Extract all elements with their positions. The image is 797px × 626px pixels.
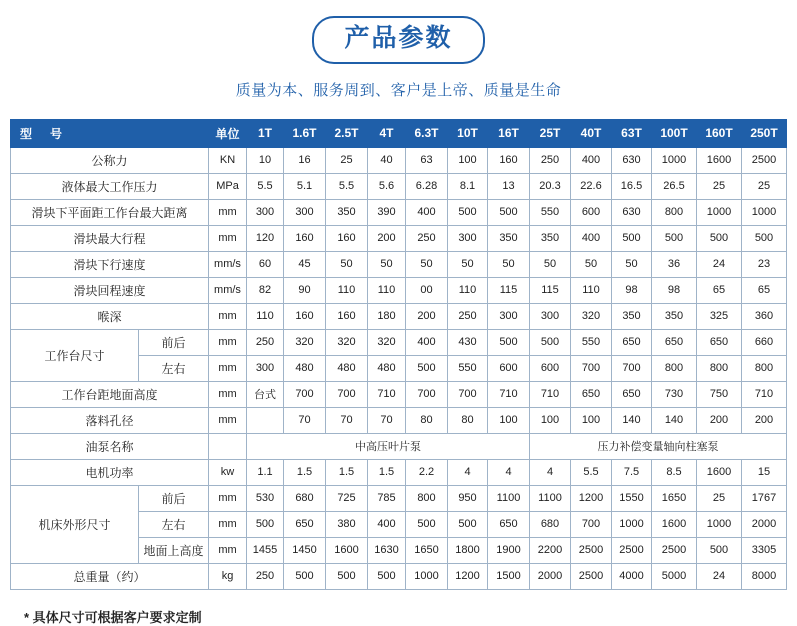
table-cell: 98 xyxy=(612,277,652,303)
row-label: 滑块下平面距工作台最大距离 xyxy=(10,199,208,225)
table-cell: 2500 xyxy=(742,147,787,173)
table-cell: 8000 xyxy=(742,563,787,589)
table-cell: 40 xyxy=(368,147,406,173)
table-cell: 1200 xyxy=(448,563,488,589)
page-title: 产品参数 xyxy=(312,16,484,64)
table-cell: 700 xyxy=(612,355,652,381)
row-label: 电机功率 xyxy=(10,459,208,485)
table-row xyxy=(10,147,786,173)
table-cell: 600 xyxy=(571,199,612,225)
row-unit: KN xyxy=(209,147,247,173)
table-cell: 24 xyxy=(697,251,742,277)
table-cell: 20.3 xyxy=(530,173,571,199)
row-sublabel: 前后 xyxy=(138,485,208,511)
row-label: 工作台距地面高度 xyxy=(10,381,208,407)
table-cell: 250 xyxy=(247,563,284,589)
table-cell: 500 xyxy=(697,537,742,563)
table-cell: 4000 xyxy=(612,563,652,589)
table-cell: 110 xyxy=(326,277,368,303)
table-cell: 530 xyxy=(247,485,284,511)
spec-table xyxy=(10,119,787,590)
row-label: 液体最大工作压力 xyxy=(10,173,208,199)
table-cell: 1200 xyxy=(571,485,612,511)
table-row xyxy=(10,199,786,225)
table-cell: 160 xyxy=(326,303,368,329)
table-cell: 25 xyxy=(326,147,368,173)
table-cell: 500 xyxy=(284,563,326,589)
title-area xyxy=(0,0,797,64)
table-cell: 4 xyxy=(488,459,530,485)
table-cell: 1650 xyxy=(652,485,697,511)
table-cell: 100 xyxy=(571,407,612,433)
table-cell: 50 xyxy=(612,251,652,277)
table-cell: 15 xyxy=(742,459,787,485)
table-cell: 350 xyxy=(488,225,530,251)
table-cell: 630 xyxy=(612,147,652,173)
table-cell: 320 xyxy=(326,329,368,355)
table-row xyxy=(10,407,786,433)
table-cell: 90 xyxy=(284,277,326,303)
table-cell: 50 xyxy=(571,251,612,277)
table-cell: 400 xyxy=(406,329,448,355)
table-cell: 00 xyxy=(406,277,448,303)
table-cell: 8.5 xyxy=(652,459,697,485)
table-cell: 25 xyxy=(742,173,787,199)
table-cell: 50 xyxy=(448,251,488,277)
table-cell: 500 xyxy=(406,511,448,537)
footnote: * 具体尺寸可根据客户要求定制 xyxy=(24,609,202,625)
table-cell: 10 xyxy=(247,147,284,173)
table-cell: 500 xyxy=(448,511,488,537)
table-cell: 1767 xyxy=(742,485,787,511)
table-cell: 70 xyxy=(368,407,406,433)
table-cell: 800 xyxy=(742,355,787,381)
table-cell: 550 xyxy=(530,199,571,225)
table-header-row xyxy=(10,119,786,147)
table-cell: 800 xyxy=(652,355,697,381)
table-cell: 50 xyxy=(326,251,368,277)
table-cell: 300 xyxy=(448,225,488,251)
table-cell: 300 xyxy=(247,355,284,381)
row-unit: kw xyxy=(209,459,247,485)
row-label: 机床外形尺寸 xyxy=(10,485,138,563)
table-row xyxy=(10,251,786,277)
table-cell: 7.5 xyxy=(612,459,652,485)
table-cell: 120 xyxy=(247,225,284,251)
row-unit: mm xyxy=(209,199,247,225)
table-cell: 500 xyxy=(697,225,742,251)
table-cell: 1000 xyxy=(742,199,787,225)
table-cell: 1000 xyxy=(697,199,742,225)
row-unit: mm/s xyxy=(209,277,247,303)
table-cell: 700 xyxy=(326,381,368,407)
table-cell: 320 xyxy=(284,329,326,355)
table-cell: 70 xyxy=(284,407,326,433)
table-cell: 600 xyxy=(530,355,571,381)
table-cell: 65 xyxy=(742,277,787,303)
table-cell: 550 xyxy=(571,329,612,355)
table-cell: 1650 xyxy=(406,537,448,563)
table-cell: 650 xyxy=(612,329,652,355)
table-cell: 45 xyxy=(284,251,326,277)
table-cell: 1.5 xyxy=(368,459,406,485)
table-cell: 325 xyxy=(697,303,742,329)
table-cell: 115 xyxy=(530,277,571,303)
table-cell: 680 xyxy=(284,485,326,511)
table-cell: 110 xyxy=(571,277,612,303)
column-header-model: 型 号 xyxy=(10,119,208,147)
column-header-100t: 100T xyxy=(652,119,697,147)
column-header-25t: 25T xyxy=(530,119,571,147)
table-cell: 1600 xyxy=(326,537,368,563)
table-cell: 650 xyxy=(284,511,326,537)
table-cell: 1600 xyxy=(697,147,742,173)
column-header-1-6t: 1.6T xyxy=(284,119,326,147)
table-cell: 1100 xyxy=(530,485,571,511)
table-cell: 2200 xyxy=(530,537,571,563)
table-cell: 500 xyxy=(652,225,697,251)
table-cell: 380 xyxy=(326,511,368,537)
table-cell: 5.5 xyxy=(571,459,612,485)
table-cell: 50 xyxy=(488,251,530,277)
table-cell: 36 xyxy=(652,251,697,277)
table-cell: 110 xyxy=(247,303,284,329)
table-cell: 550 xyxy=(448,355,488,381)
table-cell: 82 xyxy=(247,277,284,303)
row-unit: mm xyxy=(209,355,247,381)
table-row xyxy=(10,225,786,251)
table-cell: 500 xyxy=(530,329,571,355)
table-cell: 140 xyxy=(612,407,652,433)
row-unit: mm xyxy=(209,381,247,407)
row-label: 工作台尺寸 xyxy=(10,329,138,381)
row-unit: mm/s xyxy=(209,251,247,277)
table-cell: 65 xyxy=(697,277,742,303)
table-cell: 650 xyxy=(488,511,530,537)
row-unit: mm xyxy=(209,537,247,563)
page-subtitle: 质量为本、服务周到、客户是上帝、质量是生命 xyxy=(235,81,562,99)
table-cell: 480 xyxy=(368,355,406,381)
table-cell: 1900 xyxy=(488,537,530,563)
table-cell: 710 xyxy=(368,381,406,407)
table-cell: 16.5 xyxy=(612,173,652,199)
table-cell: 180 xyxy=(368,303,406,329)
row-label: 滑块最大行程 xyxy=(10,225,208,251)
table-cell: 710 xyxy=(742,381,787,407)
table-cell: 5.1 xyxy=(284,173,326,199)
table-cell: 台式 xyxy=(247,381,284,407)
table-cell: 4 xyxy=(448,459,488,485)
table-cell: 400 xyxy=(571,147,612,173)
table-cell: 50 xyxy=(368,251,406,277)
table-cell: 1600 xyxy=(652,511,697,537)
row-label: 总重量（约） xyxy=(10,563,208,589)
table-cell: 250 xyxy=(530,147,571,173)
table-cell: 680 xyxy=(530,511,571,537)
table-cell: 1630 xyxy=(368,537,406,563)
table-cell: 700 xyxy=(571,511,612,537)
table-cell: 2000 xyxy=(530,563,571,589)
table-cell: 22.6 xyxy=(571,173,612,199)
table-cell: 320 xyxy=(571,303,612,329)
row-unit: kg xyxy=(209,563,247,589)
table-cell: 1000 xyxy=(652,147,697,173)
column-header-4t: 4T xyxy=(368,119,406,147)
table-cell: 320 xyxy=(368,329,406,355)
spec-table-body xyxy=(10,147,786,589)
table-cell: 160 xyxy=(284,303,326,329)
table-cell: 50 xyxy=(530,251,571,277)
table-cell: 60 xyxy=(247,251,284,277)
table-cell: 500 xyxy=(326,563,368,589)
column-header-16t: 16T xyxy=(488,119,530,147)
table-cell: 300 xyxy=(530,303,571,329)
table-cell: 710 xyxy=(530,381,571,407)
column-header-250t: 250T xyxy=(742,119,787,147)
row-sublabel: 左右 xyxy=(138,511,208,537)
table-cell: 500 xyxy=(406,355,448,381)
table-cell: 63 xyxy=(406,147,448,173)
table-cell: 1600 xyxy=(697,459,742,485)
table-cell: 2500 xyxy=(571,563,612,589)
table-cell: 80 xyxy=(448,407,488,433)
row-unit: mm xyxy=(209,407,247,433)
table-cell: 430 xyxy=(448,329,488,355)
table-cell: 700 xyxy=(448,381,488,407)
table-cell: 1000 xyxy=(697,511,742,537)
table-cell: 25 xyxy=(697,173,742,199)
table-cell: 250 xyxy=(406,225,448,251)
table-cell: 950 xyxy=(448,485,488,511)
row-unit: mm xyxy=(209,511,247,537)
table-row xyxy=(10,329,786,355)
table-cell: 100 xyxy=(488,407,530,433)
row-unit xyxy=(209,433,247,459)
table-row xyxy=(10,459,786,485)
table-cell: 140 xyxy=(652,407,697,433)
table-cell: 1.5 xyxy=(326,459,368,485)
table-cell: 660 xyxy=(742,329,787,355)
column-header-1t: 1T xyxy=(247,119,284,147)
table-cell: 1100 xyxy=(488,485,530,511)
table-cell: 785 xyxy=(368,485,406,511)
table-cell: 1450 xyxy=(284,537,326,563)
table-cell: 2.2 xyxy=(406,459,448,485)
table-cell: 1000 xyxy=(406,563,448,589)
table-cell: 115 xyxy=(488,277,530,303)
table-cell: 730 xyxy=(652,381,697,407)
table-cell: 4 xyxy=(530,459,571,485)
table-cell: 24 xyxy=(697,563,742,589)
table-cell: 5.6 xyxy=(368,173,406,199)
row-label: 滑块回程速度 xyxy=(10,277,208,303)
table-cell: 98 xyxy=(652,277,697,303)
table-row xyxy=(10,173,786,199)
table-cell: 200 xyxy=(742,407,787,433)
table-cell: 200 xyxy=(406,303,448,329)
table-cell: 2000 xyxy=(742,511,787,537)
table-cell: 630 xyxy=(612,199,652,225)
column-header-2-5t: 2.5T xyxy=(326,119,368,147)
column-header-160t: 160T xyxy=(697,119,742,147)
table-cell: 800 xyxy=(406,485,448,511)
table-cell: 400 xyxy=(571,225,612,251)
row-label: 滑块下行速度 xyxy=(10,251,208,277)
table-cell: 800 xyxy=(697,355,742,381)
table-cell: 160 xyxy=(326,225,368,251)
table-cell: 1.1 xyxy=(247,459,284,485)
row-label: 落料孔径 xyxy=(10,407,208,433)
column-header-10t: 10T xyxy=(448,119,488,147)
table-cell: 160 xyxy=(488,147,530,173)
table-cell: 700 xyxy=(571,355,612,381)
table-cell: 650 xyxy=(571,381,612,407)
table-cell: 250 xyxy=(448,303,488,329)
row-sublabel: 地面上高度 xyxy=(138,537,208,563)
table-cell: 8.1 xyxy=(448,173,488,199)
table-cell: 600 xyxy=(488,355,530,381)
table-cell: 26.5 xyxy=(652,173,697,199)
table-cell: 800 xyxy=(652,199,697,225)
table-cell: 480 xyxy=(326,355,368,381)
table-cell: 5.5 xyxy=(326,173,368,199)
table-row xyxy=(10,303,786,329)
row-unit: mm xyxy=(209,225,247,251)
table-cell: 500 xyxy=(742,225,787,251)
table-cell xyxy=(247,407,284,433)
table-cell: 500 xyxy=(247,511,284,537)
table-row xyxy=(10,433,786,459)
row-label: 喉深 xyxy=(10,303,208,329)
table-cell: 1000 xyxy=(612,511,652,537)
table-cell: 110 xyxy=(448,277,488,303)
column-header-6-3t: 6.3T xyxy=(406,119,448,147)
column-header-63t: 63T xyxy=(612,119,652,147)
table-cell: 中高压叶片泵 xyxy=(247,433,530,459)
row-label: 油泵名称 xyxy=(10,433,208,459)
table-cell: 500 xyxy=(448,199,488,225)
table-cell: 110 xyxy=(368,277,406,303)
table-cell: 350 xyxy=(326,199,368,225)
table-cell: 200 xyxy=(368,225,406,251)
table-cell: 500 xyxy=(368,563,406,589)
table-cell: 16 xyxy=(284,147,326,173)
table-cell: 13 xyxy=(488,173,530,199)
table-cell: 750 xyxy=(697,381,742,407)
table-cell: 3305 xyxy=(742,537,787,563)
table-cell: 25 xyxy=(697,485,742,511)
table-cell: 300 xyxy=(488,303,530,329)
table-cell: 2500 xyxy=(612,537,652,563)
table-cell: 350 xyxy=(652,303,697,329)
table-cell: 700 xyxy=(406,381,448,407)
table-cell: 480 xyxy=(284,355,326,381)
table-row xyxy=(10,485,786,511)
row-unit: mm xyxy=(209,329,247,355)
table-cell: 5.5 xyxy=(247,173,284,199)
row-unit: mm xyxy=(209,303,247,329)
table-cell: 1500 xyxy=(488,563,530,589)
table-cell: 250 xyxy=(247,329,284,355)
table-cell: 360 xyxy=(742,303,787,329)
table-cell: 6.28 xyxy=(406,173,448,199)
table-cell: 1455 xyxy=(247,537,284,563)
table-cell: 500 xyxy=(488,199,530,225)
table-cell: 350 xyxy=(612,303,652,329)
table-cell: 160 xyxy=(284,225,326,251)
table-cell: 23 xyxy=(742,251,787,277)
table-cell: 725 xyxy=(326,485,368,511)
table-cell: 80 xyxy=(406,407,448,433)
table-cell: 650 xyxy=(697,329,742,355)
row-sublabel: 前后 xyxy=(138,329,208,355)
table-cell: 2500 xyxy=(652,537,697,563)
table-cell: 500 xyxy=(488,329,530,355)
table-cell: 1800 xyxy=(448,537,488,563)
spec-table-head xyxy=(10,119,786,147)
row-label: 公称力 xyxy=(10,147,208,173)
table-cell: 2500 xyxy=(571,537,612,563)
table-cell: 100 xyxy=(448,147,488,173)
table-cell: 200 xyxy=(697,407,742,433)
table-cell: 400 xyxy=(406,199,448,225)
table-cell: 1.5 xyxy=(284,459,326,485)
table-row xyxy=(10,277,786,303)
table-row xyxy=(10,563,786,589)
table-cell: 700 xyxy=(284,381,326,407)
table-cell: 70 xyxy=(326,407,368,433)
column-header-40t: 40T xyxy=(571,119,612,147)
row-sublabel: 左右 xyxy=(138,355,208,381)
table-cell: 300 xyxy=(247,199,284,225)
table-cell: 650 xyxy=(652,329,697,355)
row-unit: mm xyxy=(209,485,247,511)
table-cell: 50 xyxy=(406,251,448,277)
table-cell: 300 xyxy=(284,199,326,225)
table-row xyxy=(10,381,786,407)
table-cell: 5000 xyxy=(652,563,697,589)
row-unit: MPa xyxy=(209,173,247,199)
table-cell: 390 xyxy=(368,199,406,225)
column-header-unit: 单位 xyxy=(209,119,247,147)
table-cell: 400 xyxy=(368,511,406,537)
table-cell: 1550 xyxy=(612,485,652,511)
table-cell: 500 xyxy=(612,225,652,251)
table-cell: 650 xyxy=(612,381,652,407)
table-cell: 压力补偿变量轴向柱塞泵 xyxy=(530,433,787,459)
table-cell: 350 xyxy=(530,225,571,251)
table-cell: 100 xyxy=(530,407,571,433)
table-cell: 710 xyxy=(488,381,530,407)
